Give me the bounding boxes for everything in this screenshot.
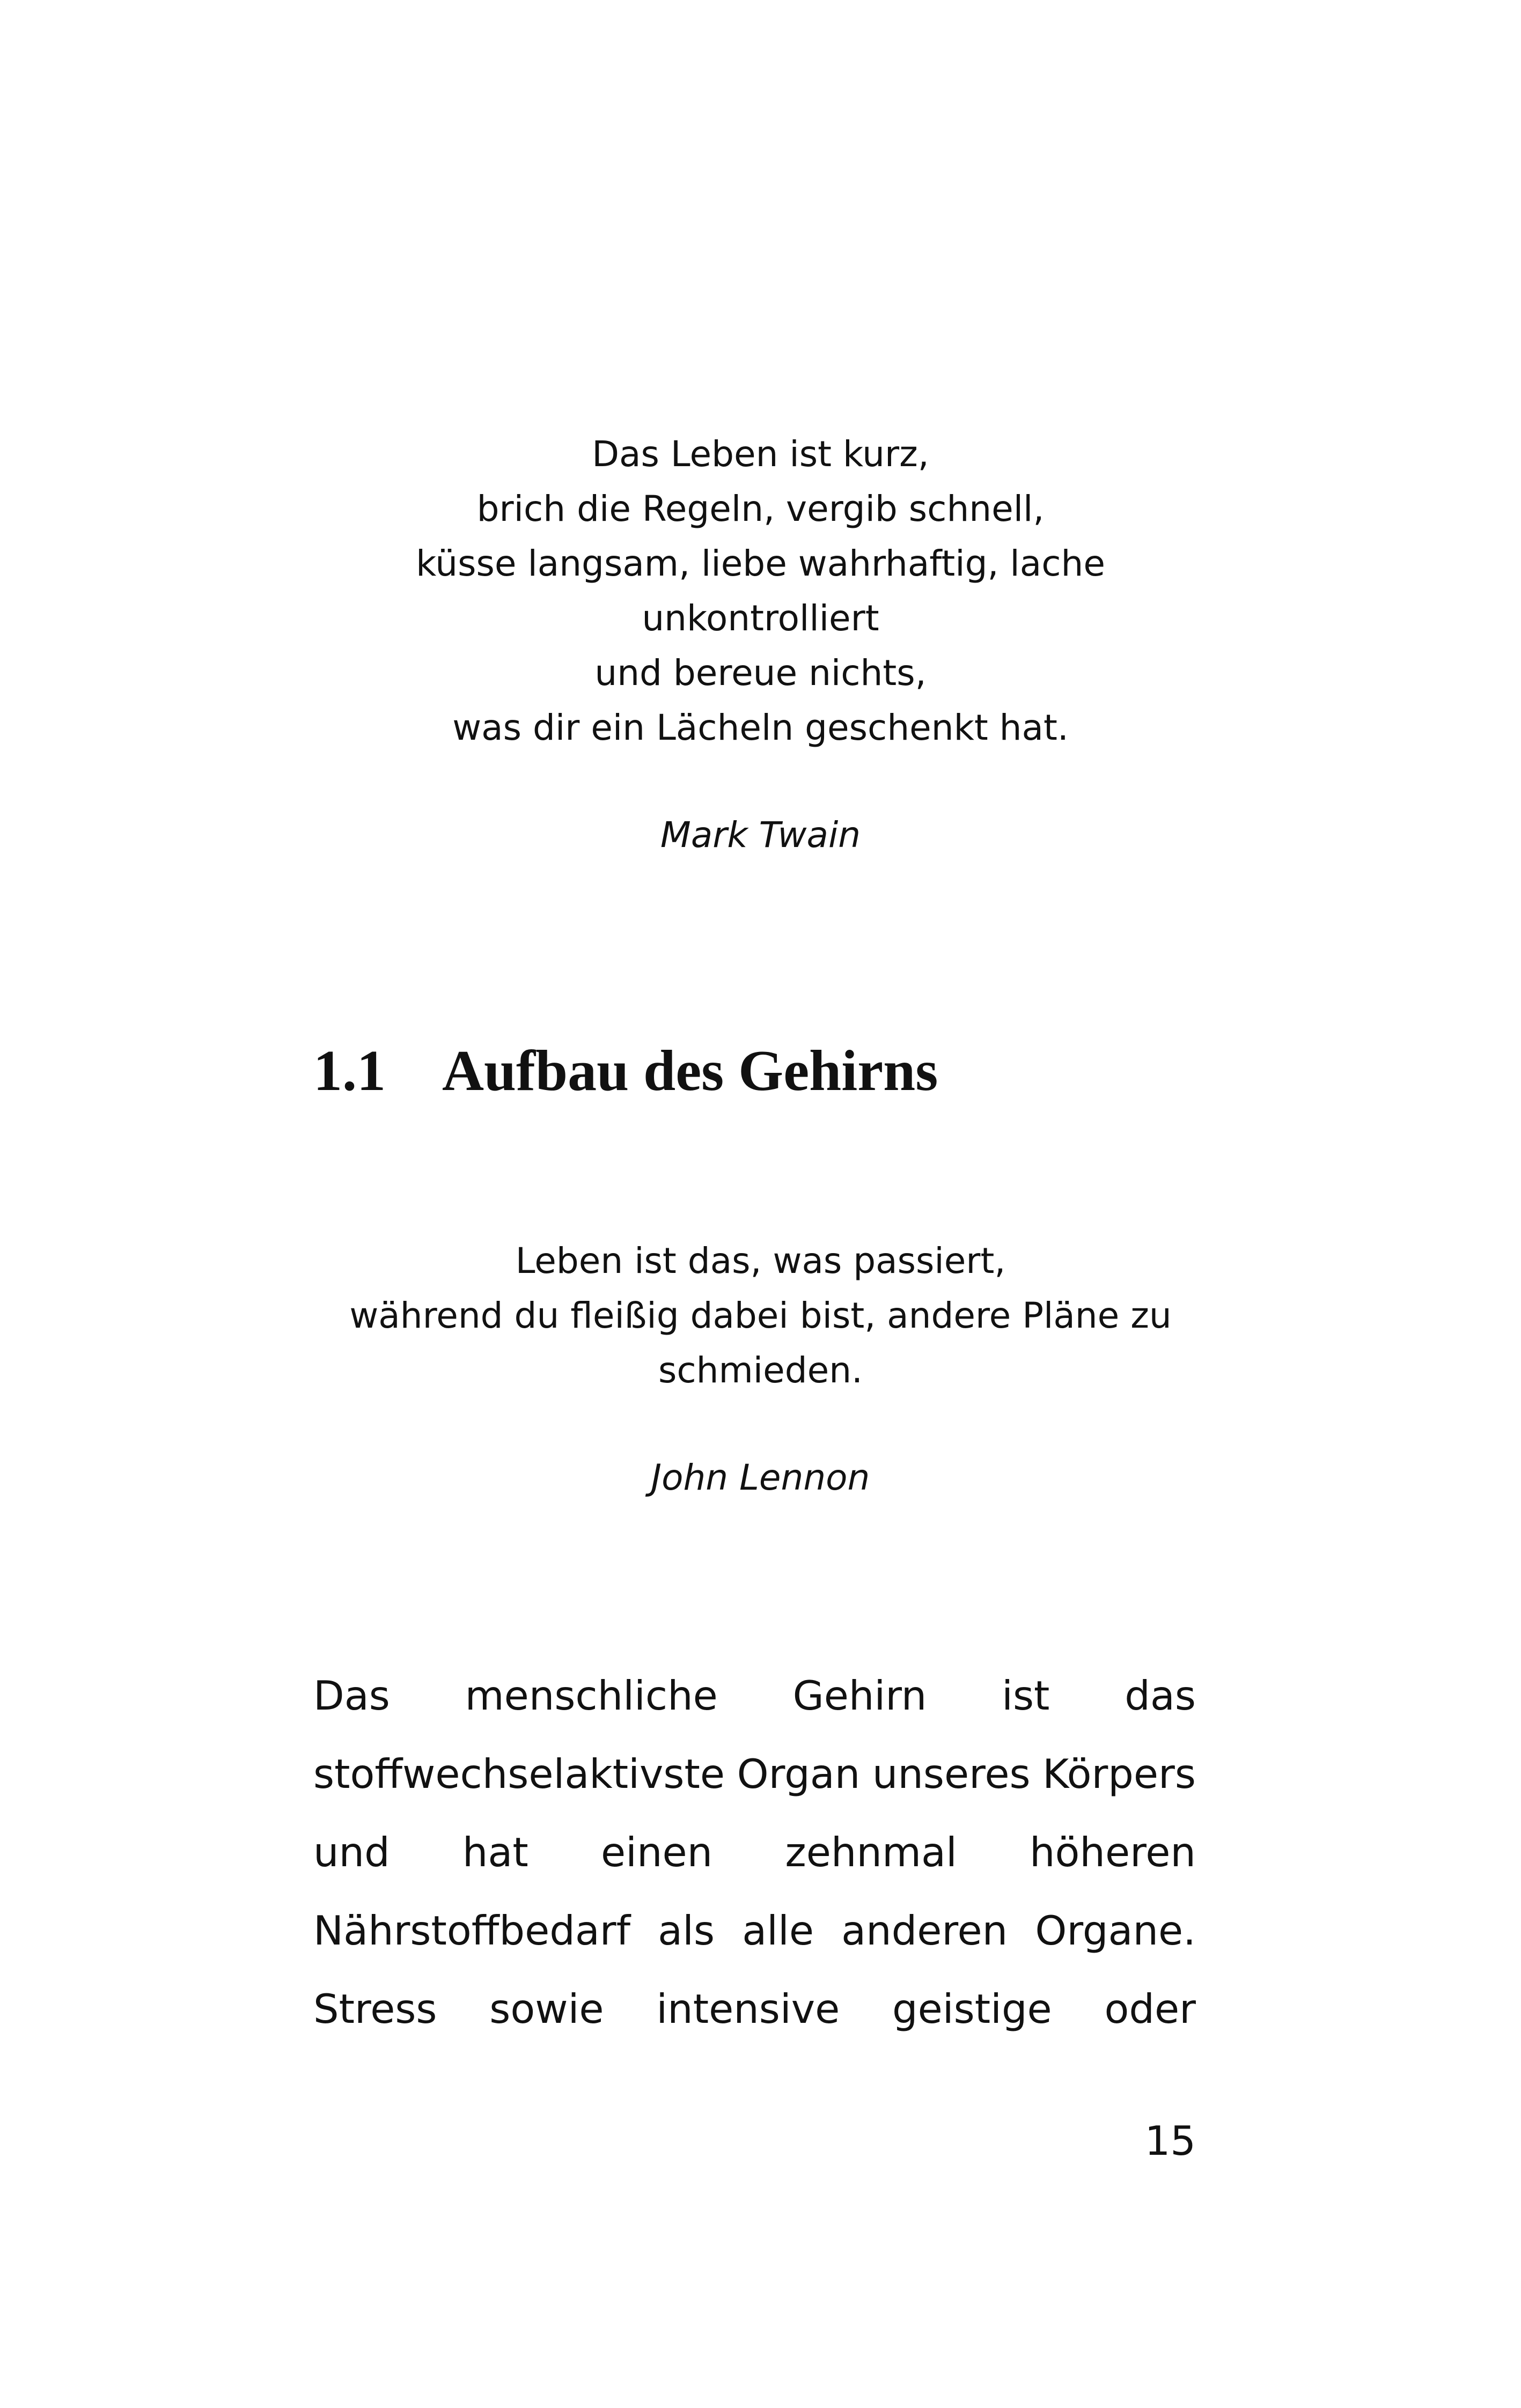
word: Stress [313,1985,437,2033]
word: das [1125,1672,1196,1719]
quote-line: Das Leben ist kurz, [592,433,929,475]
section-number: 1.1 [313,1039,386,1103]
word: Nährstoffbedarf [313,1907,631,1954]
word: und [313,1829,390,1876]
paragraph-line [313,1979,1196,2038]
word: stoffwechselaktivste [313,1750,725,1798]
quote-line: unkontrolliert [642,598,879,639]
word: sowie [489,1985,604,2033]
quote-line: brich die Regeln, vergib schnell, [476,488,1045,529]
word: höheren [1029,1829,1196,1876]
word: menschliche [465,1672,718,1719]
quote-line: und bereue nichts, [594,652,927,694]
paragraph-line [313,1823,1196,1882]
word: alle [742,1907,814,1954]
word: intensive [656,1985,840,2033]
quote-line: was dir ein Lächeln geschenkt hat. [452,707,1069,748]
word: anderen [841,1907,1008,1954]
page-number: 15 [1144,2117,1196,2164]
word: hat [462,1829,528,1876]
quote-author: John Lennon [651,1457,870,1498]
quote-line: Leben ist das, was passiert, [515,1240,1006,1282]
word: oder [1104,1985,1196,2033]
word: zehnmal [785,1829,957,1876]
quote-line: küsse langsam, liebe wahrhaftig, lache [416,543,1105,584]
quote-author: Mark Twain [660,814,861,856]
quote-line: schmieden. [658,1350,863,1391]
word: Das [313,1672,390,1719]
quote-line: während du fleißig dabei bist, andere Pläne zu [349,1295,1172,1336]
word: Organ [737,1750,861,1798]
paragraph-line [313,1744,1196,1803]
word: Organe. [1035,1907,1196,1954]
word: ist [1002,1672,1050,1719]
paragraph-line [313,1901,1196,1960]
word: Körpers [1042,1750,1196,1798]
word: einen [600,1829,713,1876]
word: als [658,1907,715,1954]
word: geistige [892,1985,1052,2033]
word: Gehirn [792,1672,927,1719]
paragraph-line [313,1666,1196,1725]
section-title: Aufbau des Gehirns [442,1039,938,1103]
word: unseres [872,1750,1031,1798]
